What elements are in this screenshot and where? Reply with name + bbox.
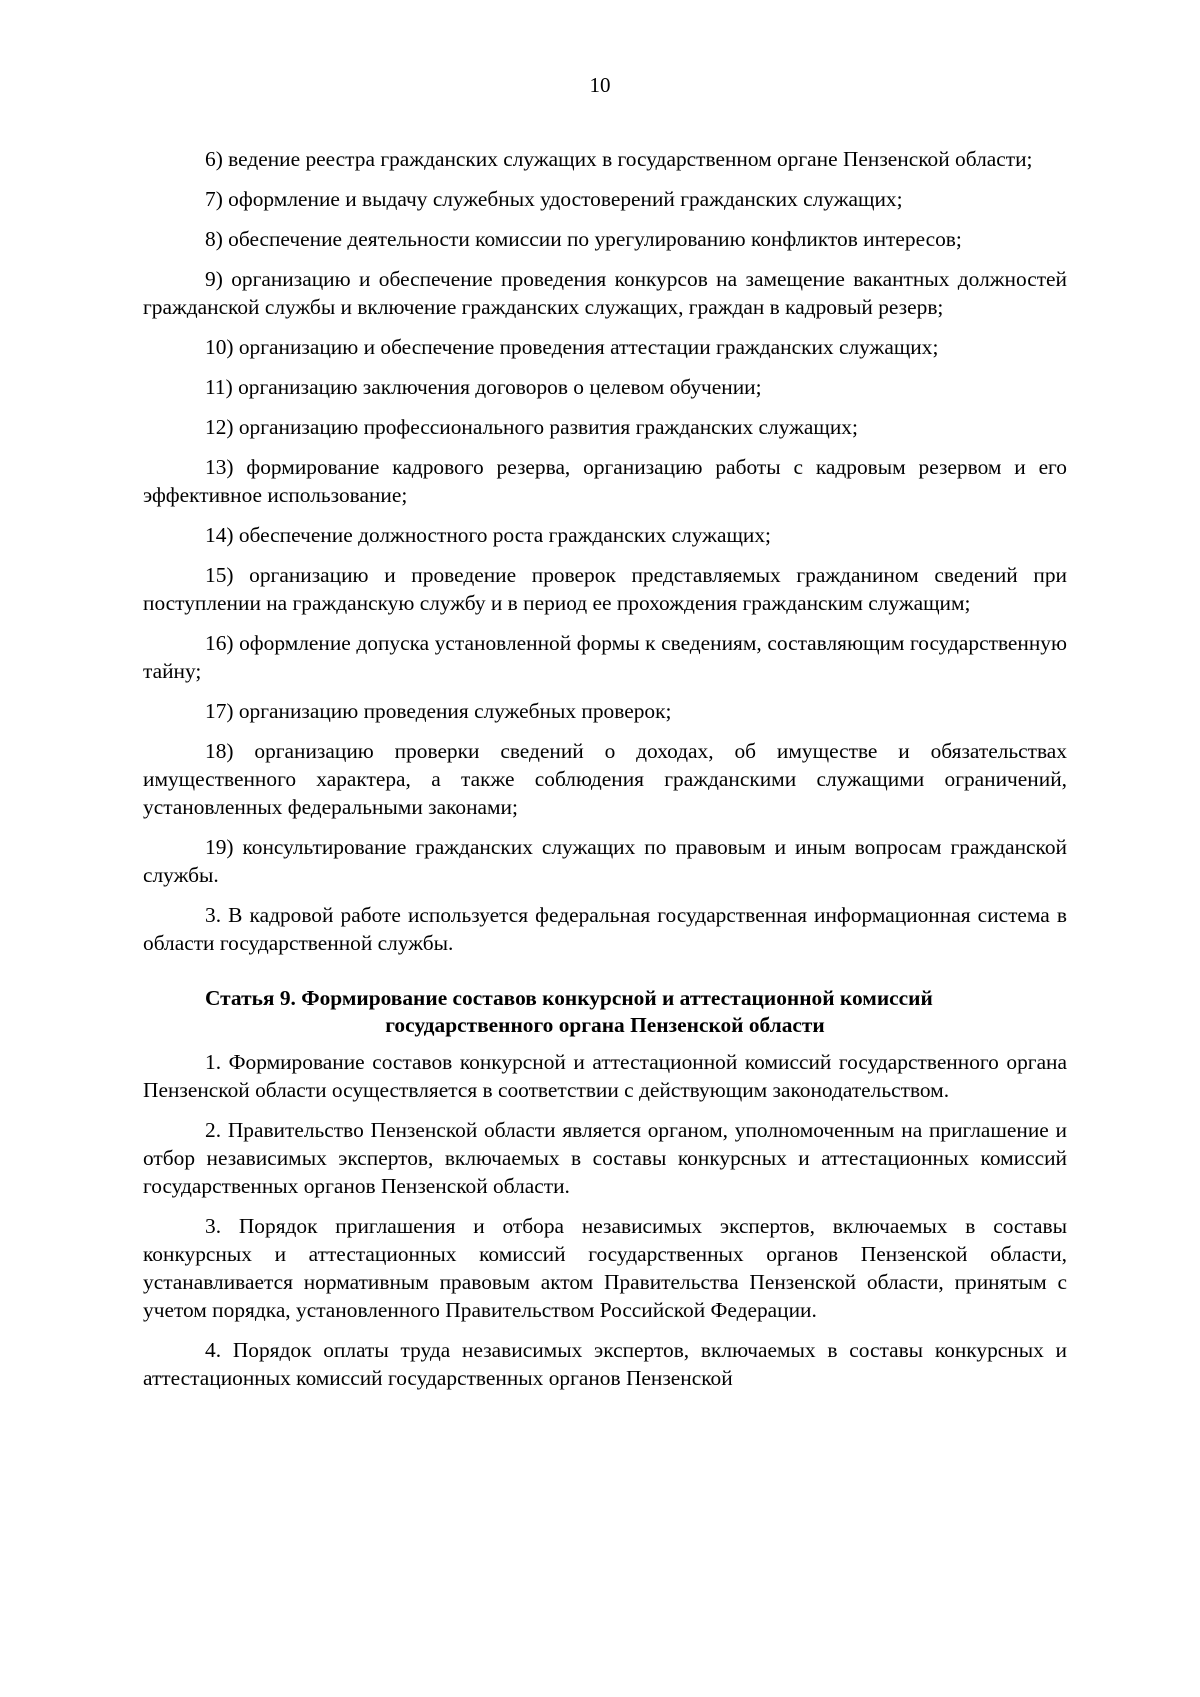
list-item: 7) оформление и выдачу служебных удостоверений гражданских служащих; bbox=[205, 187, 903, 211]
article-paragraph: 4. Порядок оплаты труда независимых экспертов, включаемых в составы конкурсных и аттестационных комиссий государственных органов Пензенской bbox=[143, 1338, 1067, 1390]
article-heading-line: Статья 9. Формирование составов конкурсной и аттестационной комиссий bbox=[205, 986, 933, 1010]
article-paragraph: 3. Порядок приглашения и отбора независимых экспертов, включаемых в составы конкурсных и аттестационных комиссий государственных органов Пензенской области, устанавливается нормативным правовым актом Правительства Пензенской области, принятым с учетом порядка, установленного Правительством Российской Федерации. bbox=[143, 1214, 1067, 1322]
list-item: 12) организацию профессионального развития гражданских служащих; bbox=[205, 415, 858, 439]
list-item: 18) организацию проверки сведений о доходах, об имуществе и обязательствах имущественного характера, а также соблюдения гражданскими служащими ограничений, установленных федеральными законами; bbox=[143, 739, 1067, 819]
article-heading-line: государственного органа Пензенской области bbox=[385, 1013, 825, 1037]
page-number: 10 bbox=[589, 73, 611, 97]
list-item: 9) организацию и обеспечение проведения конкурсов на замещение вакантных должностей гражданской службы и включение гражданских служащих, граждан в кадровый резерв; bbox=[143, 267, 1067, 319]
article-heading bbox=[143, 985, 1067, 1039]
paragraph: 3. В кадровой работе используется федеральная государственная информационная система в области государственной службы. bbox=[143, 903, 1067, 955]
list-item: 8) обеспечение деятельности комиссии по урегулированию конфликтов интересов; bbox=[205, 227, 962, 251]
list-item: 11) организацию заключения договоров о целевом обучении; bbox=[205, 375, 762, 399]
article-paragraph: 1. Формирование составов конкурсной и аттестационной комиссий государственного органа Пензенской области осуществляется в соответствии с действующим законодательством. bbox=[143, 1050, 1067, 1102]
list-item: 15) организацию и проведение проверок представляемых гражданином сведений при поступлении на гражданскую службу и в период ее прохождения гражданским служащим; bbox=[143, 563, 1067, 615]
list-item: 13) формирование кадрового резерва, организацию работы с кадровым резервом и его эффективное использование; bbox=[143, 455, 1067, 507]
list-item: 16) оформление допуска установленной формы к сведениям, составляющим государственную тайну; bbox=[143, 631, 1067, 683]
document-body bbox=[143, 145, 1067, 1404]
article-paragraph: 2. Правительство Пензенской области является органом, уполномоченным на приглашение и отбор независимых экспертов, включаемых в составы конкурсных и аттестационных комиссий государственных органов Пензенской области. bbox=[143, 1118, 1067, 1198]
list-item: 6) ведение реестра гражданских служащих в государственном органе Пензенской области; bbox=[205, 147, 1033, 171]
list-item: 14) обеспечение должностного роста гражданских служащих; bbox=[205, 523, 771, 547]
list-item: 17) организацию проведения служебных проверок; bbox=[205, 699, 672, 723]
list-item: 19) консультирование гражданских служащих по правовым и иным вопросам гражданской службы. bbox=[143, 835, 1067, 887]
list-item: 10) организацию и обеспечение проведения аттестации гражданских служащих; bbox=[205, 335, 939, 359]
